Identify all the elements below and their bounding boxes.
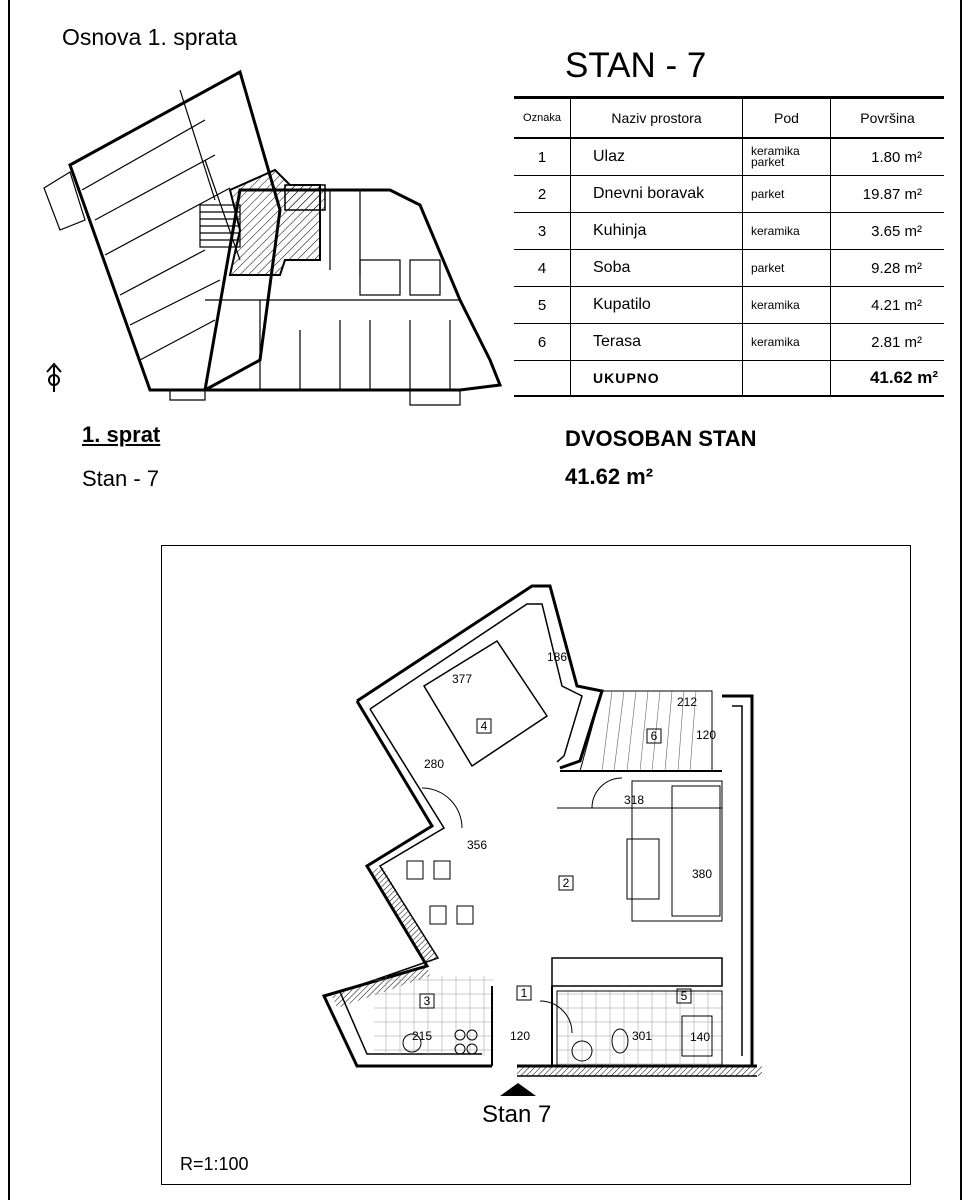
table-row (514, 176, 944, 213)
table-row (514, 213, 944, 250)
room-tag-1: 1 (520, 986, 528, 1000)
cell-naziv: Kuhinja (571, 213, 743, 250)
cell-pod: keramika (743, 324, 831, 361)
apartment-label: Stan - 7 (82, 466, 160, 491)
cell-oznaka: 4 (514, 250, 571, 287)
room-tag-4: 4 (480, 719, 488, 733)
cell-pod: keramika (743, 213, 831, 250)
table-header-row (514, 98, 944, 139)
entry-arrow-icon (500, 1083, 536, 1096)
cell-naziv: Ulaz (571, 138, 743, 176)
room-tag-2: 2 (562, 876, 570, 890)
cell-povrsina: 19.87 m² (831, 176, 945, 213)
dimension-380: 380 (692, 867, 713, 881)
column-header-naziv: Naziv prostora (571, 98, 743, 139)
dimension-186: 186 (547, 650, 568, 664)
cell-oznaka: 5 (514, 287, 571, 324)
dimension-280: 280 (424, 757, 445, 771)
total-value: 41.62 m² (869, 368, 938, 387)
dimension-120-entry: 120 (510, 1029, 531, 1043)
room-specification-table (514, 96, 944, 397)
cell-povrsina: 2.81 m² (831, 324, 945, 361)
table-row (514, 324, 944, 361)
dimension-356: 356 (467, 838, 488, 852)
room-tag-6: 6 (650, 729, 658, 743)
apartment-floor-plan (162, 546, 910, 1106)
cell-pod: parket (743, 176, 831, 213)
table-row (514, 250, 944, 287)
apartment-type: DVOSOBAN STAN (565, 426, 757, 451)
cell-pod: keramika parket (743, 138, 831, 176)
dimension-377: 377 (452, 672, 473, 686)
cell-povrsina: 9.28 m² (831, 250, 945, 287)
entry-label: Stan 7 (482, 1101, 552, 1128)
dimension-318: 318 (624, 793, 645, 807)
cell-oznaka: 6 (514, 324, 571, 361)
cell-pod: parket (743, 250, 831, 287)
room-tag-3: 3 (423, 994, 431, 1008)
column-header-povrsina: Površina (831, 98, 945, 139)
dimension-212: 212 (677, 695, 698, 709)
cell-naziv: Kupatilo (571, 287, 743, 324)
floor-overview-plan (30, 60, 510, 420)
scale-label: R=1:100 (180, 1154, 249, 1174)
north-arrow-icon (42, 362, 66, 394)
floor-label: 1. sprat (82, 422, 161, 447)
dimension-301: 301 (632, 1029, 653, 1043)
overview-title: Osnova 1. sprata (62, 24, 238, 50)
dimension-120-terrace: 120 (696, 728, 717, 742)
cell-oznaka: 2 (514, 176, 571, 213)
column-header-pod: Pod (743, 98, 831, 139)
cell-naziv: Terasa (571, 324, 743, 361)
cell-povrsina: 1.80 m² (831, 138, 945, 176)
cell-oznaka: 1 (514, 138, 571, 176)
cell-naziv: Soba (571, 250, 743, 287)
room-tag-5: 5 (680, 989, 688, 1003)
cell-povrsina: 3.65 m² (831, 213, 945, 250)
apartment-title: STAN - 7 (565, 46, 707, 85)
dimension-215: 215 (412, 1029, 433, 1043)
table-row (514, 287, 944, 324)
table-row (514, 138, 944, 176)
table-total-row (514, 361, 944, 397)
column-header-oznaka: Oznaka (514, 98, 571, 139)
cell-pod: keramika (743, 287, 831, 324)
cell-oznaka: 3 (514, 213, 571, 250)
cell-naziv: Dnevni boravak (571, 176, 743, 213)
total-label: UKUPNO (571, 361, 743, 397)
dimension-140: 140 (690, 1030, 711, 1044)
apartment-type-area: 41.62 m² (565, 464, 654, 489)
cell-povrsina: 4.21 m² (831, 287, 945, 324)
